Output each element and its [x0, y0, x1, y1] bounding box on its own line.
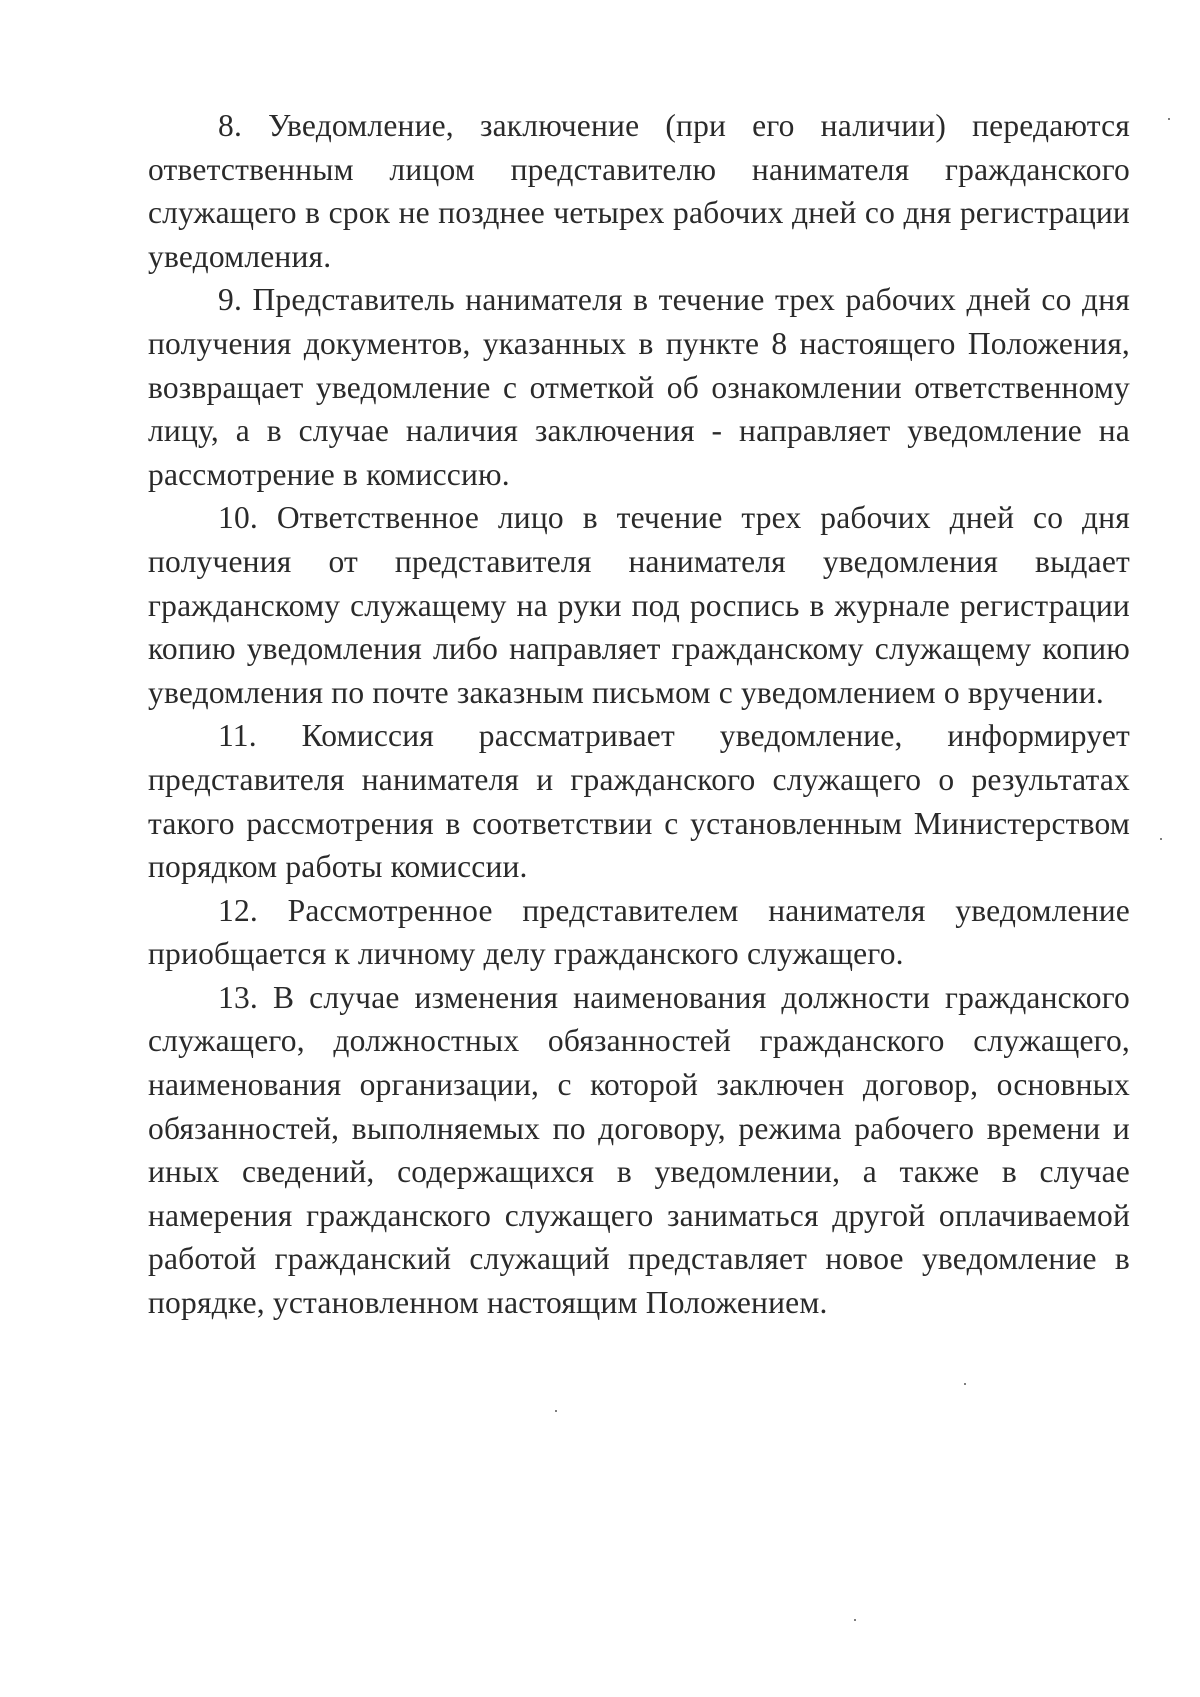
- paragraph-10: 10. Ответственное лицо в течение трех рабочих дней со дня получения от представителя нанимателя уведомления выдает гражданскому служащему на руки под роспись в журнале регистрации копию уведомления либо направляет гражданскому служащему копию уведомления по почте заказным письмом с уведомлением о вручении.: [148, 500, 1130, 710]
- document-body: [148, 104, 1130, 1325]
- paragraph-13: 13. В случае изменения наименования должности гражданского служащего, должностных обязанностей гражданского служащего, наименования организации, с которой заключен договор, основных обязанностей, выполняемых по договору, режима рабочего времени и иных сведений, содержащихся в уведомлении, а также в случае намерения гражданского служащего заниматься другой оплачиваемой работой гражданский служащий представляет новое уведомление в порядке, установленном настоящим Положением.: [148, 979, 1130, 1321]
- scan-speck: [1160, 838, 1162, 840]
- scan-speck: [555, 1410, 557, 1412]
- scan-speck: [964, 1383, 966, 1385]
- paragraph-9: 9. Представитель нанимателя в течение трех рабочих дней со дня получения документов, указанных в пункте 8 настоящего Положения, возвращает уведомление с отметкой об ознакомлении ответственному лицу, а в случае наличия заключения - направляет уведомление на рассмотрение в комиссию.: [148, 282, 1130, 492]
- scan-speck: [854, 1619, 856, 1621]
- paragraph-11: 11. Комиссия рассматривает уведомление, информирует представителя нанимателя и гражданского служащего о результатах такого рассмотрения в соответствии с установленным Министерством порядком работы комиссии.: [148, 718, 1130, 885]
- scan-speck: [1168, 118, 1170, 120]
- paragraph-12: 12. Рассмотренное представителем нанимателя уведомление приобщается к личному делу гражданского служащего.: [148, 892, 1130, 972]
- paragraph-8: 8. Уведомление, заключение (при его наличии) передаются ответственным лицом представителю нанимателя гражданского служащего в срок не позднее четырех рабочих дней со дня регистрации уведомления.: [148, 108, 1130, 274]
